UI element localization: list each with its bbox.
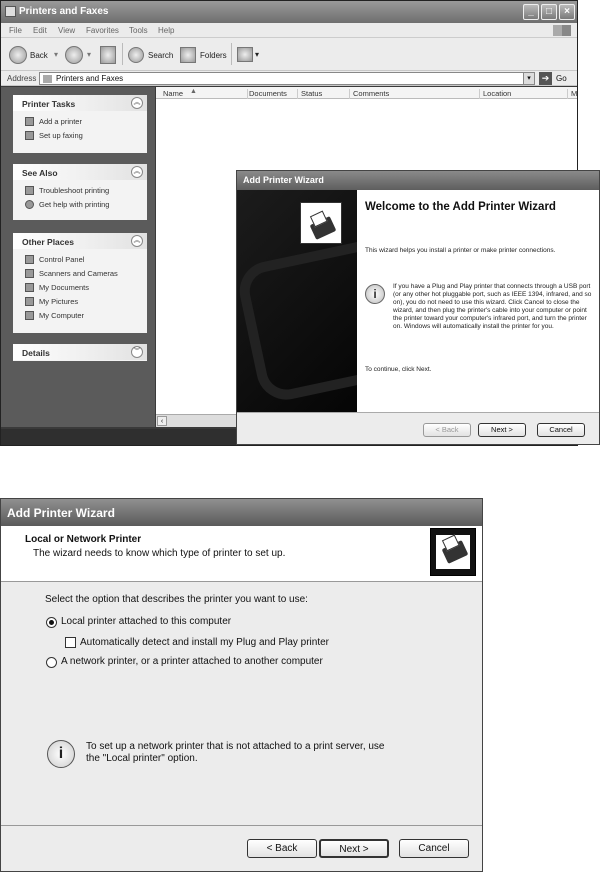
views-dropdown-icon[interactable]: ▾ [255, 50, 260, 59]
network-info-text: To set up a network printer that is not attached to a print server, use the "Local printer" option. [86, 741, 385, 764]
computer-icon [25, 311, 34, 320]
menu-file[interactable]: File [9, 26, 22, 35]
decorative-printer-outline [237, 235, 357, 405]
column-model[interactable]: M [571, 89, 578, 98]
task-label[interactable]: Add a printer [39, 117, 82, 126]
menu-tools[interactable]: Tools [129, 26, 148, 35]
place-scanners-cameras[interactable] [13, 267, 147, 281]
header-title: Local or Network Printer [25, 534, 142, 545]
task-pane [1, 87, 155, 427]
printer-icon [310, 216, 337, 240]
place-my-pictures[interactable] [13, 295, 147, 309]
scroll-left-icon[interactable]: ‹ [157, 416, 167, 426]
address-bar [1, 71, 577, 86]
local-printer-label[interactable]: Local printer attached to this computer [61, 616, 232, 627]
collapse-chevron-icon[interactable]: ︽ [131, 235, 143, 247]
menu-edit[interactable]: Edit [33, 26, 47, 35]
local-printer-radio[interactable] [46, 617, 57, 628]
explorer-titlebar[interactable] [1, 1, 577, 23]
column-location[interactable]: Location [480, 89, 568, 99]
printer-folder-icon [43, 75, 52, 83]
autodetect-pnp-checkbox[interactable] [65, 637, 76, 648]
welcome-wizard-dialog [236, 170, 600, 445]
wizard-titlebar[interactable] [1, 499, 482, 526]
cancel-button[interactable]: Cancel [537, 423, 585, 437]
folders-icon[interactable] [180, 47, 196, 63]
place-my-documents[interactable] [13, 281, 147, 295]
details-header[interactable] [13, 344, 147, 360]
link-troubleshoot-printing[interactable] [13, 184, 147, 198]
see-also-panel [13, 164, 147, 220]
address-value: Printers and Faxes [56, 74, 124, 83]
folders-button-label[interactable]: Folders [200, 51, 227, 60]
place-label[interactable]: My Pictures [39, 297, 79, 306]
dialog-title: Add Printer Wizard [7, 506, 115, 520]
link-label[interactable]: Get help with printing [39, 200, 110, 209]
welcome-wizard-body [357, 190, 599, 412]
welcome-wizard-titlebar[interactable] [237, 171, 599, 190]
next-button[interactable]: Next > [319, 839, 389, 858]
menu-bar [1, 23, 577, 38]
maximize-button[interactable]: □ [541, 4, 557, 20]
menu-help[interactable]: Help [158, 26, 175, 35]
scanner-icon [25, 269, 34, 278]
other-places-title: Other Places [22, 237, 74, 247]
windows-logo-icon [553, 25, 571, 36]
autodetect-pnp-label[interactable]: Automatically detect and install my Plug and Play printer [80, 637, 330, 648]
column-name[interactable]: Name [160, 89, 248, 99]
forward-dropdown-icon[interactable]: ▾ [87, 50, 92, 59]
button-separator [1, 825, 482, 826]
printer-wizard-icon [301, 203, 341, 243]
collapse-chevron-icon[interactable]: ︽ [131, 97, 143, 109]
wizard-side-graphic [237, 190, 357, 412]
task-label[interactable]: Set up faxing [39, 131, 83, 140]
option-prompt: Select the option that describes the printer you want to use: [45, 594, 308, 605]
address-label: Address [7, 74, 37, 83]
column-documents[interactable]: Documents [246, 89, 298, 99]
horizontal-scrollbar[interactable] [156, 414, 241, 427]
task-add-printer[interactable] [13, 115, 147, 129]
column-headers [156, 87, 577, 99]
header-subtitle: The wizard needs to know which type of printer to set up. [33, 548, 286, 559]
printer-icon [442, 540, 469, 564]
toolbar-separator [231, 43, 232, 65]
back-arrow-icon[interactable] [9, 46, 27, 64]
place-label[interactable]: My Computer [39, 311, 85, 320]
printer-tasks-header[interactable] [13, 95, 147, 111]
expand-chevron-icon[interactable]: ︾ [131, 346, 143, 358]
printer-tasks-panel [13, 95, 147, 153]
window-title: Printers and Faxes [19, 6, 109, 17]
plug-and-play-info-text: If you have a Plug and Play printer that connects through a USB port (or any other hot pluggable port, such as IEEE 1394, infrared, and so on), you do not need to use this wizard. Click Cancel to close the wizard, and then plug the printer's cable into your computer or point the printer toward your computer's infrared port, and turn the printer on. Windows will automatically install the printer for you. [393, 283, 592, 330]
details-panel [13, 344, 147, 361]
address-input[interactable] [39, 72, 535, 85]
welcome-heading: Welcome to the Add Printer Wizard [365, 201, 556, 213]
column-status[interactable]: Status [298, 89, 350, 99]
place-label[interactable]: Control Panel [39, 255, 85, 264]
pictures-folder-icon [25, 297, 34, 306]
back-button[interactable]: < Back [423, 423, 471, 437]
search-button-label[interactable]: Search [148, 51, 174, 60]
back-button-label[interactable]: Back [30, 51, 48, 60]
control-panel-icon [25, 255, 34, 264]
dialog-title: Add Printer Wizard [243, 175, 324, 185]
printer-folder-icon [5, 6, 16, 17]
menu-view[interactable]: View [58, 26, 76, 35]
address-dropdown-icon[interactable]: ▾ [523, 73, 534, 84]
continue-instruction: To continue, click Next. [365, 366, 432, 373]
standard-toolbar [1, 38, 577, 71]
other-places-panel [13, 233, 147, 333]
go-button-label[interactable]: Go [556, 74, 567, 83]
help-question-icon [25, 186, 34, 195]
place-label[interactable]: Scanners and Cameras [39, 269, 118, 278]
minimize-button[interactable]: _ [523, 4, 539, 20]
fax-icon [25, 131, 34, 140]
collapse-chevron-icon[interactable]: ︽ [131, 166, 143, 178]
next-button[interactable]: Next > [478, 423, 526, 437]
menu-favorites[interactable]: Favorites [86, 26, 119, 35]
printer-icon-frame [436, 535, 470, 569]
place-label[interactable]: My Documents [39, 283, 90, 292]
help-circle-icon [25, 200, 34, 209]
views-icon[interactable] [237, 47, 253, 62]
link-label[interactable]: Troubleshoot printing [39, 186, 110, 195]
wizard-header [1, 526, 482, 582]
sort-ascending-icon: ▲ [190, 88, 197, 95]
toolbar-separator [122, 43, 123, 65]
info-icon: i [365, 284, 385, 304]
place-control-panel[interactable] [13, 253, 147, 267]
see-also-header[interactable] [13, 164, 147, 180]
local-or-network-wizard-dialog [0, 498, 483, 872]
column-comments[interactable]: Comments [350, 89, 480, 99]
cancel-button[interactable]: Cancel [399, 839, 469, 858]
printer-wizard-icon [430, 528, 476, 576]
back-button[interactable]: < Back [247, 839, 317, 858]
back-dropdown-icon[interactable]: ▾ [54, 50, 59, 59]
info-icon: i [47, 740, 75, 768]
button-separator [237, 412, 599, 413]
go-arrow-icon[interactable]: ➔ [539, 72, 552, 85]
task-set-up-faxing[interactable] [13, 129, 147, 143]
forward-arrow-icon[interactable] [65, 46, 83, 64]
link-get-help-printing[interactable] [13, 198, 147, 212]
close-button[interactable]: × [559, 4, 575, 20]
place-my-computer[interactable] [13, 309, 147, 323]
network-printer-label[interactable]: A network printer, or a printer attached to another computer [61, 656, 323, 667]
up-folder-icon[interactable] [100, 46, 116, 64]
network-printer-radio[interactable] [46, 657, 57, 668]
search-icon[interactable] [128, 47, 144, 63]
documents-folder-icon [25, 283, 34, 292]
other-places-header[interactable] [13, 233, 147, 249]
details-title: Details [22, 348, 50, 358]
printer-tasks-title: Printer Tasks [22, 99, 76, 109]
add-printer-icon [25, 117, 34, 126]
welcome-intro-text: This wizard helps you install a printer or make printer connections. [365, 247, 556, 254]
see-also-title: See Also [22, 168, 58, 178]
